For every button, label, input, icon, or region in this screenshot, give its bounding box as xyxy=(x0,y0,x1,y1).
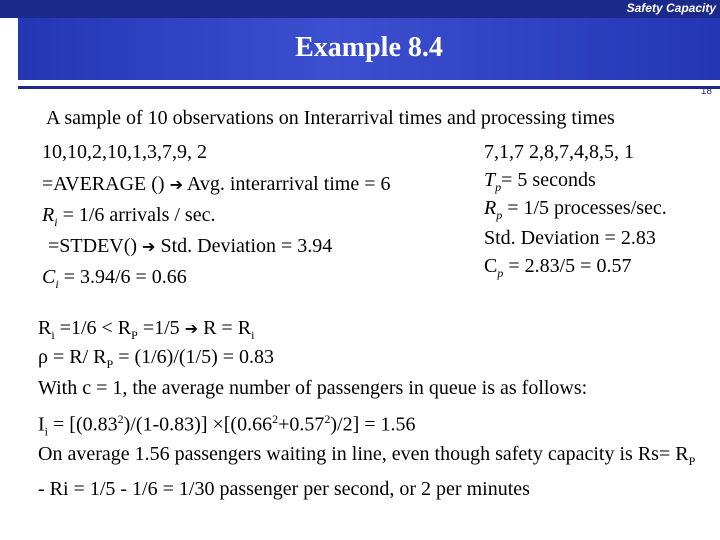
ci-rest: = 3.94/6 = 0.66 xyxy=(58,266,187,288)
stdev-result: Std. Deviation = 3.94 xyxy=(160,235,333,257)
ri-rest: = 1/6 arrivals / sec. xyxy=(57,204,216,226)
cp-sub: p xyxy=(497,266,504,280)
tp-var: T xyxy=(484,169,496,191)
ri-line xyxy=(42,203,215,234)
std-right-line: Std. Deviation = 2.83 xyxy=(484,227,656,249)
right-arrow-icon: ➔ xyxy=(184,319,199,338)
iq-part-2: )/(1-0.83)] ×[(0.66 xyxy=(123,413,273,436)
rp-rest: = 1/5 processes/sec. xyxy=(502,197,667,219)
ci-var: C xyxy=(42,266,56,288)
iq-part-3: +0.57 xyxy=(278,413,325,436)
rho-text: = R/ R xyxy=(47,346,107,368)
right-arrow-icon: ➔ xyxy=(169,175,183,194)
tp-line xyxy=(484,168,596,199)
rho-symbol: ρ xyxy=(38,346,48,368)
queue-formula xyxy=(38,407,416,444)
interarrival-data: 10,10,2,10,1,3,7,9, 2 xyxy=(42,141,207,163)
ci-sub: i xyxy=(55,277,59,291)
rho-sub: P xyxy=(106,357,114,371)
calc-rp-value: =1/5 xyxy=(137,317,185,339)
ri-var: R xyxy=(42,204,55,226)
calc-rp-sub: P xyxy=(131,328,138,342)
ri-rp-comparison xyxy=(38,316,254,347)
slide-title: Example 8.4 xyxy=(295,32,443,63)
rp-line xyxy=(484,196,667,227)
iq-sup-1: 2 xyxy=(117,412,124,426)
conclusion-paragraph xyxy=(38,440,698,503)
conclusion-text-2: - Ri = 1/5 - 1/6 = 1/30 passenger per second, or 2 per minutes xyxy=(38,478,530,500)
stdev-line xyxy=(48,234,332,259)
rp-sub: p xyxy=(496,208,503,222)
iq-var: I xyxy=(38,413,45,436)
calc-rp-text: =1/6 < R xyxy=(54,317,132,339)
conclusion-text-1: On average 1.56 passengers waiting in line, even though safety capacity is Rs= R xyxy=(38,443,689,465)
stdev-formula: =STDEV() xyxy=(48,235,138,257)
iq-sub: i xyxy=(44,424,49,439)
calc-ri: R xyxy=(38,317,52,339)
calc-r-sub: i xyxy=(251,328,255,342)
rho-value: = (1/6)/(1/5) = 0.83 xyxy=(113,346,275,368)
calc-r-result: R = R xyxy=(198,317,252,339)
cp-rest: = 2.83/5 = 0.57 xyxy=(503,255,632,277)
processing-data: 7,1,7 2,8,7,4,8,5, 1 xyxy=(484,141,634,163)
section-tag: Safety Capacity xyxy=(626,1,716,15)
header-bar xyxy=(0,0,720,18)
conclusion-sub: P xyxy=(688,454,696,468)
iq-sup-3: 2 xyxy=(324,412,331,426)
cp-line xyxy=(484,254,631,285)
tp-sub: p xyxy=(495,180,502,194)
calc-ri-sub: i xyxy=(51,328,55,342)
right-arrow-icon: ➔ xyxy=(142,237,156,256)
iq-sup-2: 2 xyxy=(272,412,279,426)
intro-line: A sample of 10 observations on Interarrival times and processing times xyxy=(46,107,615,129)
average-formula: =AVERAGE () xyxy=(42,173,165,195)
average-result: Avg. interarrival time = 6 xyxy=(186,173,391,195)
ri-sub: i xyxy=(54,215,58,229)
iq-part-4: )/2] = 1.56 xyxy=(330,413,416,436)
slide-number: 18 xyxy=(700,86,712,97)
queue-intro: With c = 1, the average number of passengers in queue is as follows: xyxy=(38,377,588,399)
average-line xyxy=(42,172,391,197)
ci-line xyxy=(42,265,187,296)
title-divider xyxy=(18,86,720,89)
cp-var: C xyxy=(484,255,498,277)
tp-rest: = 5 seconds xyxy=(501,169,596,191)
rho-line xyxy=(38,345,274,376)
rp-var: R xyxy=(484,197,497,219)
title-banner xyxy=(18,18,720,80)
iq-part-1: = [(0.83 xyxy=(48,413,118,436)
